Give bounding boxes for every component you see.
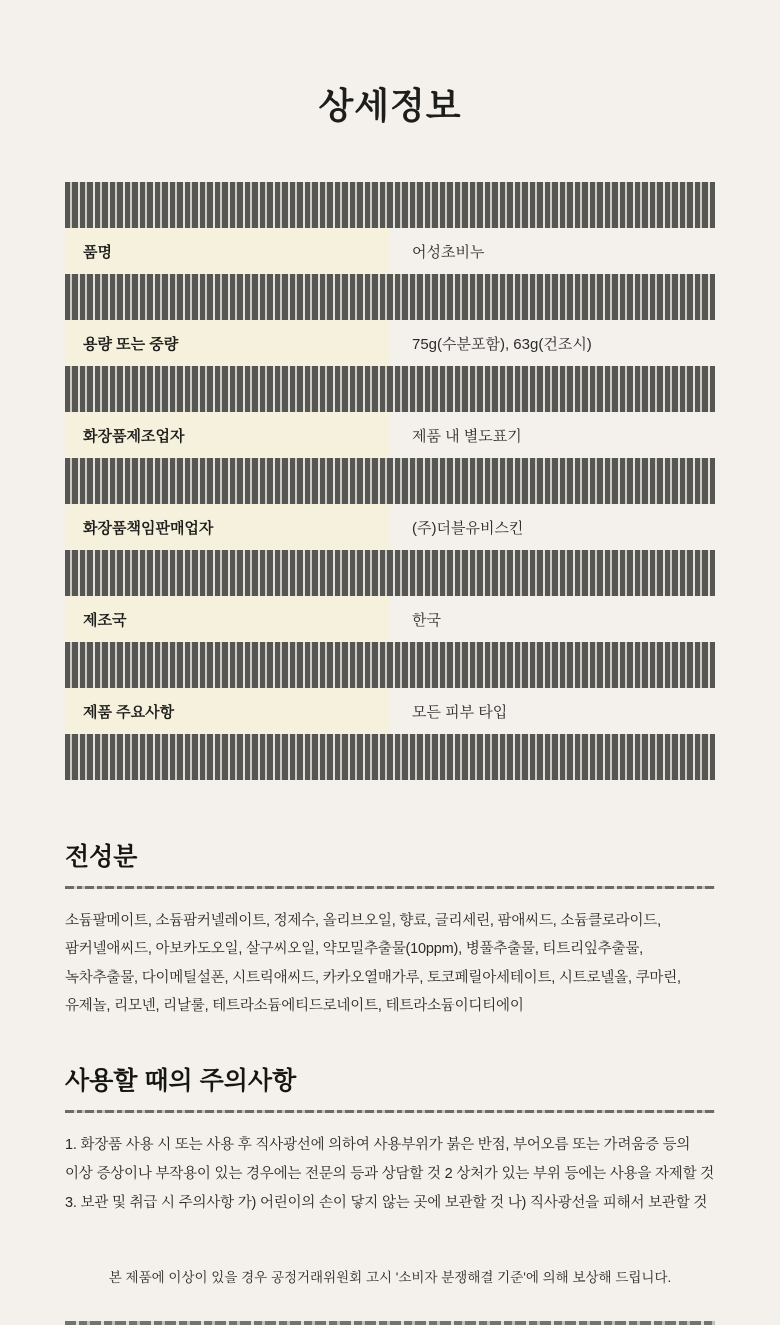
table-divider-row — [65, 182, 715, 228]
caution-heading: 사용할 때의 주의사항 — [65, 1067, 297, 1096]
spec-value: 모든 피부 타입 — [412, 703, 508, 721]
spec-label: 제품 주요사항 — [65, 688, 390, 734]
page-title: 상세정보 — [318, 85, 462, 126]
spec-label: 품명 — [65, 228, 390, 274]
ingredients-heading: 전성분 — [65, 843, 138, 872]
spec-value: 75g(수분포함), 63g(건조시) — [412, 335, 592, 353]
spec-label: 용량 또는 중량 — [65, 320, 390, 366]
ingredients-text: 소듐팔메이트, 소듐팜커넬레이트, 정제수, 올리브오일, 향료, 글리세린, 팜애씨드, 소듐클로라이드, 팜커넬애씨드, 아보카도오일, 살구씨오일, 약모밀추출물(10ppm), 병풀추출물, 티트리잎추출물, 녹차추출물, 다이메틸설폰, 시트릭애씨드, 카카오열매가루, 토코페릴아세테이트, 시트로넬올, 쿠마린, 유제놀, 리모넨, 리날룰, 테트라소듐에티드로네이트, 테트라소듐이디티에이 — [65, 913, 681, 1014]
spec-value: (주)더블유비스킨 — [412, 519, 524, 537]
compensation-note: 본 제품에 이상이 있을 경우 공정거래위원회 고시 '소비자 분쟁해결 기준'에 의해 보상해 드립니다. — [108, 1270, 672, 1286]
spec-value: 어성초비누 — [412, 243, 485, 261]
table-divider-row — [65, 550, 715, 596]
table-divider-row — [65, 458, 715, 504]
product-spec-table — [65, 182, 715, 780]
section-divider — [65, 886, 715, 889]
section-divider — [65, 1110, 715, 1113]
bottom-divider — [65, 1321, 715, 1325]
spec-label: 화장품책임판매업자 — [65, 504, 390, 550]
table-row — [65, 596, 715, 642]
caution-section — [65, 1066, 715, 1218]
table-row — [65, 228, 715, 274]
spec-label: 제조국 — [65, 596, 390, 642]
table-row — [65, 688, 715, 734]
spec-value: 한국 — [412, 611, 441, 629]
table-divider-row — [65, 734, 715, 780]
spec-label: 화장품제조업자 — [65, 412, 390, 458]
spec-value: 제품 내 별도표기 — [412, 427, 522, 445]
table-row — [65, 320, 715, 366]
table-row — [65, 412, 715, 458]
table-divider-row — [65, 274, 715, 320]
table-divider-row — [65, 642, 715, 688]
table-divider-row — [65, 366, 715, 412]
caution-text: 1. 화장품 사용 시 또는 사용 후 직사광선에 의하여 사용부위가 붉은 반점, 부어오름 또는 가려움증 등의 이상 증상이나 부작용이 있는 경우에는 전문의 등과 상담할 것 2 상처가 있는 부위 등에는 사용을 자제할 것 3. 보관 및 취급 시 주의사항 가) 어린이의 손이 닿지 않는 곳에 보관할 것 나) 직사광선을 피해서 보관할 것 — [65, 1137, 715, 1212]
ingredients-section — [65, 842, 715, 1020]
table-row — [65, 504, 715, 550]
